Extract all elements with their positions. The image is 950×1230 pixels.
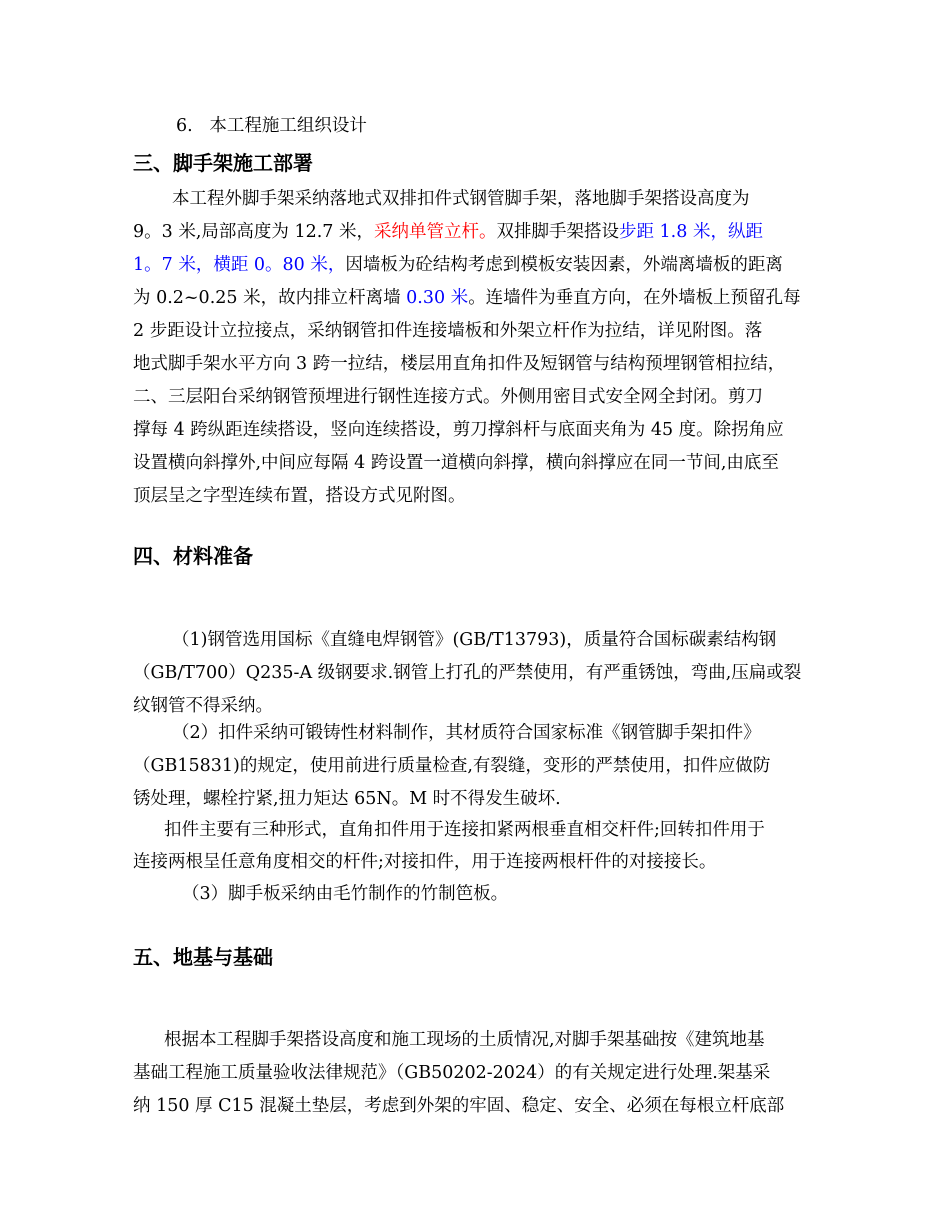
paragraph-line: （2）扣件采纳可锻铸性材料制作，其材质符合国家标准《钢管脚手架扣件》: [172, 723, 761, 743]
text-run: 本工程外脚手架采纳落地式双排扣件式钢管脚手架，落地脚手架搭设高度为: [172, 189, 750, 209]
highlighted-text-run: 1。7 米，横距 0。80 米，: [133, 255, 346, 275]
text-run: 9。3 米,局部高度为 12.7 米，: [133, 222, 374, 242]
paragraph-line: 根据本工程脚手架搭设高度和施工现场的土质情况,对脚手架基础按《建筑地基: [164, 1030, 765, 1050]
section-5-heading: 五、地基与基础: [133, 945, 273, 969]
highlighted-text-run: 0.30 米: [406, 288, 469, 308]
paragraph-line: [172, 187, 750, 211]
text-run: 设置横向斜撑外,中间应每隔 4 跨设置一道横向斜撑，横向斜撑应在同一节间,由底至: [133, 453, 779, 473]
list-item-number: 6.: [176, 116, 193, 136]
paragraph-line: 纳 150 厚 C15 混凝土垫层，考虑到外架的牢固、稳定、安全、必须在每根立杆底部: [133, 1096, 785, 1116]
paragraph-line: [133, 253, 783, 277]
list-item-6: [176, 114, 367, 138]
section-4-heading: 四、材料准备: [133, 544, 253, 568]
text-run: 撑每 4 跨纵距连续搭设，竖向连续搭设，剪刀撑斜杆与底面夹角为 45 度。除拐角应: [133, 420, 784, 440]
paragraph-line: [133, 220, 763, 244]
text-run: 因墙板为砼结构考虑到模板安装因素，外端离墙板的距离: [345, 255, 783, 275]
list-item-text: 本工程施工组织设计: [209, 116, 367, 136]
paragraph-line: 纹钢管不得采纳。: [133, 696, 273, 716]
text-run: 双排脚手架搭设: [496, 222, 619, 242]
paragraph-line: 基础工程施工质量验收法律规范》（GB50202-2024）的有关规定进行处理.架基采: [133, 1063, 771, 1083]
text-run: 2 步距设计立拉接点，采纳钢管扣件连接墙板和外架立杆作为拉结，详见附图。落: [133, 321, 763, 341]
paragraph-line: （3）脚手板采纳由毛竹制作的竹制笆板。: [182, 884, 509, 904]
text-run: 二、三层阳台采纳钢管预埋进行钢性连接方式。外侧用密目式安全网全封闭。剪刀: [133, 387, 763, 407]
paragraph-line: 扣件主要有三种形式，直角扣件用于连接扣紧两根垂直相交杆件;回转扣件用于: [164, 820, 765, 840]
highlighted-text-run: 步距 1.8 米，纵距: [618, 222, 763, 242]
paragraph-line: [133, 319, 762, 343]
text-run: 为 0.2~0.25 米，故内排立杆离墙: [133, 288, 407, 308]
paragraph-line: [133, 352, 785, 376]
paragraph-line: [133, 451, 779, 475]
text-run: 地式脚手架水平方向 3 跨一拉结，楼层用直角扣件及短钢管与结构预埋钢管相拉结，: [133, 354, 786, 374]
paragraph-line: [133, 385, 763, 409]
paragraph-line: （1)钢管选用国标《直缝电焊钢管》(GB/T13793)，质量符合国标碳素结构钢: [172, 630, 777, 650]
paragraph-line: [133, 418, 784, 442]
paragraph-line: [133, 286, 801, 310]
paragraph-line: 连接两根呈任意角度相交的杆件;对接扣件，用于连接两根杆件的对接接长。: [133, 852, 717, 872]
text-run: 。连墙件为垂直方向，在外墙板上预留孔每: [468, 288, 801, 308]
highlighted-text-run: 采纳单管立杆。: [373, 222, 497, 242]
text-run: 顶层呈之字型连续布置，搭设方式见附图。: [133, 486, 466, 506]
paragraph-line: （GB15831)的规定，使用前进行质量检查,有裂缝，变形的严禁使用，扣件应做防: [133, 756, 771, 776]
paragraph-line: 锈处理，螺栓拧紧,扭力矩达 65N。M 时不得发生破坏.: [133, 789, 561, 809]
paragraph-line: （GB/T700）Q235-A 级钢要求.钢管上打孔的严禁使用，有严重锈蚀，弯曲,压扁或裂: [133, 663, 802, 683]
section-3-heading: 三、脚手架施工部署: [133, 151, 313, 175]
paragraph-line: [133, 484, 466, 508]
